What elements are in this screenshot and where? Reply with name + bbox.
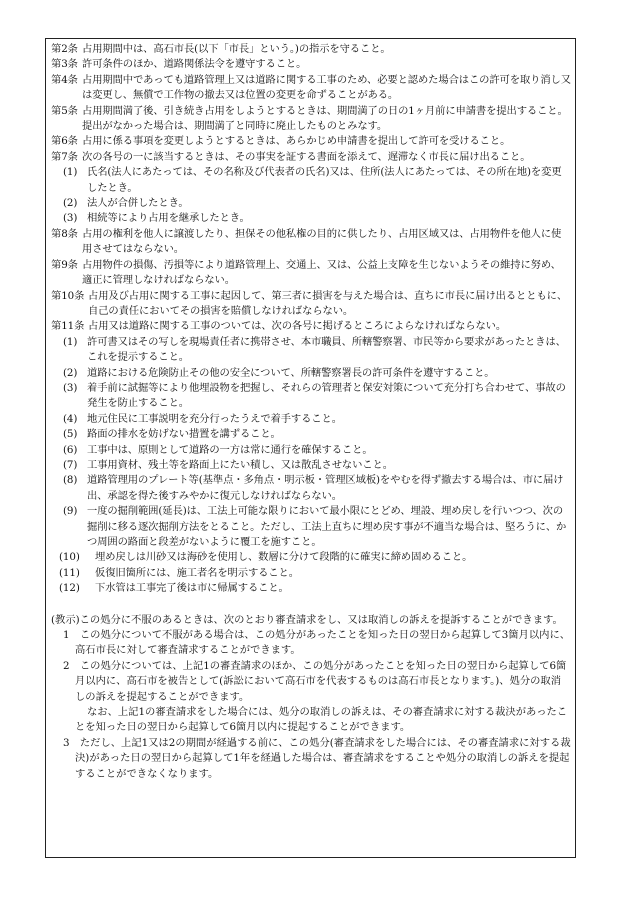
article-label: 第6条 [51,135,78,148]
item-text: 相続等により占用を継承したとき。 [87,212,250,225]
item-label: (1) [63,335,78,348]
article-label: 第4条 [51,73,78,86]
article-11 [51,319,571,334]
item-label: (10) [59,551,80,564]
article-11-item-2 [51,366,571,381]
item-label: (2) [63,197,78,210]
article-label: 第2条 [51,43,78,55]
article-9 [51,258,571,289]
appeal-notice-item-2: 2 この処分については、上記1の審査請求のほか、この処分があったことを知った日の翌日から起算して6箇月以内に、高石市を被告として(訴訟において高石市を代表するものは高石市長となります。)、処分の取消しの訴えを提起することができます。 [63,659,567,703]
item-text: 工事中は、原則として道路の一方は常に通行を確保すること。 [87,443,373,456]
article-text: 占用の権利を他人に譲渡したり、担保その他私権の目的に供したり、占用区域又は、占用物件を他人に使用させてはならない。 [82,227,562,256]
article-text: 次の各号の一に該当するときは、その事実を証する書面を添えて、遅滞なく市長に届け出ること。 [82,150,531,163]
article-text: 占用期間満了後、引き続き占用をしようとするときは、期間満了の日の1ヶ月前に申請書を提出すること。提出がなかった場合は、期間満了と同時に廃止したものとみなす。 [82,104,568,133]
article-11-item-5 [51,427,571,442]
item-label: (8) [63,474,78,487]
appeal-notice-item-1: 1 この処分について不服がある場合は、この処分があったことを知った日の翌日から起算して3箇月以内に、高石市長に対して審査請求することができます。 [63,629,571,657]
item-label: (4) [63,412,78,425]
article-text: 占用期間中であっても道路管理上又は道路に関する工事のため、必要と認めた場合はこの許可を取り消し又は変更し、無償で工作物の撤去又は位置の変更を命ずることがある。 [82,73,571,102]
article-5 [51,104,571,135]
item-label: (7) [63,458,78,471]
article-3 [51,57,571,72]
article-label: 第3条 [51,58,78,71]
item-label: (3) [63,381,78,394]
article-6 [51,134,571,149]
item-text: 着手前に試掘等により他埋設物を把握し、それらの管理者と保安対策について充分打ち合わせて、事故の発生を防止すること。 [87,381,566,410]
article-11-item-9 [51,504,571,550]
item-label: (11) [59,566,80,579]
article-7 [51,150,571,165]
article-11-item-4 [51,412,571,427]
article-4 [51,73,571,104]
item-label: (9) [63,505,78,518]
item-text: 埋め戻しは川砂又は海砂を使用し、数層に分けて段階的に確実に締め固めること。 [95,551,473,564]
article-11-item-3 [51,381,571,412]
article-11-item-8 [51,473,571,504]
item-text: 地元住民に工事説明を充分行ったうえで着手すること。 [87,412,342,425]
article-7-item-2 [51,196,571,211]
appeal-notice-item-2-note: なお、上記1の審査請求をした場合には、処分の取消しの訴えは、その審査請求に対する裁決があったことを知った日の翌日から起算して6箇月以内に提起することができます。 [75,706,568,734]
article-label: 第5条 [51,104,78,117]
article-text: 占用物件の損傷、汚損等により道路管理上、交通上、又は、公益上支障を生じないようその維持に努め、適正に管理しなければならない。 [82,258,561,287]
appeal-notice-heading: (教示)この処分に不服のあるときは、次のとおり審査請求をし、又は取消しの訴えを提訴することができます。 [51,613,563,626]
article-7-item-1 [51,165,571,196]
item-label: (5) [63,428,78,441]
article-11-item-10 [51,550,571,565]
item-text: 工事用資材、残土等を路面上にたい積し、又は散乱させないこと。 [87,458,393,471]
article-text: 占用期間中は、高石市長(以下「市長」という。)の指示を守ること。 [82,43,391,55]
article-text: 占用又は道路に関する工事のついては、次の各号に掲げるところによらなければならない。 [88,320,507,333]
article-10 [51,289,571,320]
article-2 [51,42,571,57]
article-label: 第10条 [51,289,85,302]
item-text: 許可書又はその写しを現場責任者に携帯させ、本市職員、所轄警察署、市民等から要求があったときは、これを提示すること。 [87,335,566,364]
item-text: 道路管理用のプレート等(基準点・多角点・明示板・管理区域板)をやむを得ず撤去する場合は、市に届け出、承認を得た後すみやかに復元しなければならない。 [87,474,564,502]
item-text: 法人が合併したとき。 [87,197,189,210]
article-label: 第11条 [51,320,85,333]
item-label: (3) [63,212,78,225]
item-label: (6) [63,443,78,456]
section-gap [51,597,571,613]
article-label: 第8条 [51,227,78,240]
article-8 [51,227,571,258]
article-11-item-6 [51,443,571,458]
item-text: 路面の排水を妨げない措置を講ずること。 [87,428,281,441]
item-label: (2) [63,366,78,379]
appeal-notice-item-3: 3 ただし、上記1又は2の期間が経過する前に、この処分(審査請求をした場合には、その審査請求に対する裁決)があった日の翌日から起算して1年を経過した場合は、審査請求をすることや処分の取消しの訴えを提起することができなくなります。 [63,736,571,780]
item-text: 道路における危険防止その他の安全について、所轄警察署長の許可条件を遵守すること。 [87,366,495,379]
item-text: 下水管は工事完了後は市に帰属すること。 [95,582,289,595]
article-text: 占用及び占用に関する工事に起因して、第三者に損害を与えた場合は、直ちに市長に届け出るとともに、自己の責任においてその損害を賠償しなければならない。 [88,289,568,317]
item-text: 一度の掘削範囲(延長)は、工法上可能な限りにおいて最小限にとどめ、埋設、埋め戻しを行いつつ、次の掘削に移る逐次掘削方法をとること。ただし、工法上直ちに埋め戻す事が不適当な場合は、堅ろうに、かつ周囲の路面と段差がないように覆工を施すこと。 [87,505,567,548]
item-text: 氏名(法人にあたっては、その名称及び代表者の氏名)又は、住所(法人にあたっては、その所在地)を変更したとき。 [87,166,562,194]
article-11-item-7 [51,458,571,473]
article-11-item-1 [51,335,571,366]
article-7-item-3 [51,211,571,226]
article-11-item-12 [51,581,571,596]
article-label: 第7条 [51,150,78,163]
item-text: 仮復旧箇所には、施工者名を明示すること。 [95,566,299,579]
item-label: (1) [63,166,78,179]
article-11-item-11 [51,566,571,581]
article-label: 第9条 [51,258,78,271]
item-label: (12) [59,582,80,595]
article-text: 占用に係る事項を変更しようとするときは、あらかじめ申請書を提出して許可を受けること。 [82,135,511,148]
article-text: 許可条件のほか、道路関係法令を遵守すること。 [82,58,307,71]
conditions-body [51,42,571,782]
